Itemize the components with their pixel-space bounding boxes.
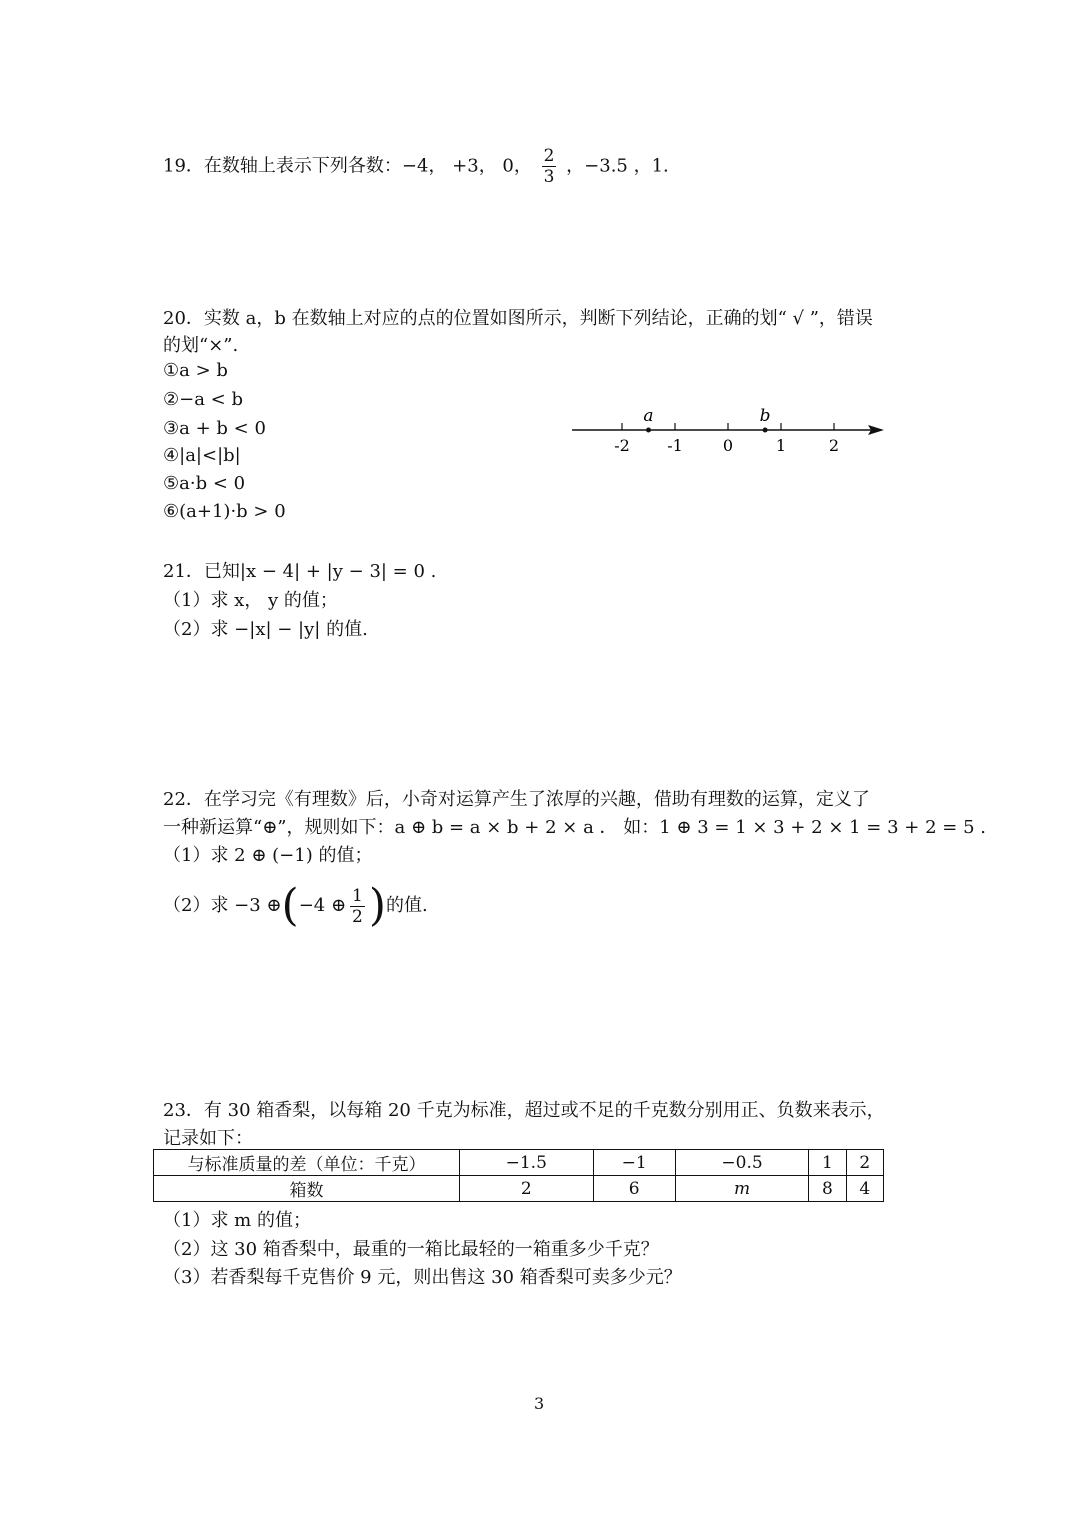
q20-item-5: ⑤a·b < 0 bbox=[163, 473, 246, 494]
table-cell: m bbox=[675, 1176, 809, 1202]
q21-sub1: （1）求 x， y 的值； bbox=[163, 590, 338, 611]
q21-line1: 21．已知|x − 4| + |y − 3| = 0 . bbox=[163, 561, 437, 582]
q19-frac-num: 2 bbox=[543, 146, 555, 166]
table-header-cell: 与标准质量的差（单位：千克） bbox=[154, 1150, 460, 1176]
q22-sub2-suffix: 的值. bbox=[386, 895, 428, 916]
table-header-cell: 箱数 bbox=[154, 1176, 460, 1202]
point-b-label: b bbox=[759, 406, 771, 426]
q22-frac-den: 2 bbox=[352, 906, 363, 927]
table-cell: 2 bbox=[846, 1150, 883, 1176]
q23-line2: 记录如下： bbox=[163, 1128, 253, 1149]
q23-sub2: （2）这 30 箱香梨中，最重的一箱比最轻的一箱重多少千克？ bbox=[163, 1239, 659, 1260]
q23-sub3: （3）若香梨每千克售价 9 元，则出售这 30 箱香梨可卖多少元？ bbox=[163, 1267, 682, 1288]
q20-item-6: ⑥(a+1)·b > 0 bbox=[163, 501, 286, 522]
q23-table bbox=[153, 1149, 884, 1202]
point-a-dot bbox=[646, 428, 651, 433]
q22-line2: 一种新运算“⊕”，规则如下：a ⊕ b = a × b + 2 × a ． 如：1 ⊕ 3 = 1 × 3 + 2 × 1 = 3 + 2 = 5 . bbox=[163, 817, 986, 838]
table-cell: −1 bbox=[593, 1150, 675, 1176]
page-number: 3 bbox=[534, 1394, 545, 1413]
number-line-tick-label: -2 bbox=[614, 436, 630, 455]
q20-item-2: ②−a < b bbox=[163, 389, 243, 410]
table-row bbox=[154, 1150, 884, 1176]
q19-numbers-a: −4， +3， 0， bbox=[401, 155, 532, 177]
table-cell: 6 bbox=[593, 1176, 675, 1202]
q22-sub2-prefix: （2）求 −3 ⊕ bbox=[163, 895, 282, 916]
number-line-tick-label: 2 bbox=[828, 436, 840, 455]
q22-frac-num: 1 bbox=[352, 885, 363, 906]
q20-item-3: ③a + b < 0 bbox=[163, 418, 266, 439]
q19-prefix: 19．在数轴上表示下列各数： bbox=[163, 155, 402, 177]
table-row bbox=[154, 1176, 884, 1202]
q19-line bbox=[163, 146, 669, 187]
q22-sub2-inner: −4 ⊕ bbox=[298, 895, 347, 916]
number-line-tick-label: -1 bbox=[667, 436, 683, 455]
table-cell: 1 bbox=[809, 1150, 846, 1176]
q23-sub1: （1）求 m 的值； bbox=[163, 1210, 311, 1231]
q20-line2: 的划“×”. bbox=[163, 335, 239, 356]
q22-sub2: （2）求 −3 ⊕(−4 ⊕ $\frac{1}{2}$ )的值. bbox=[163, 880, 428, 931]
q22-fraction bbox=[350, 886, 365, 927]
q20-item-4: ④|a|<|b| bbox=[163, 445, 241, 466]
point-b-dot bbox=[763, 428, 768, 433]
number-line bbox=[568, 400, 888, 460]
table-cell: 8 bbox=[809, 1176, 846, 1202]
q23-line1: 23．有 30 箱香梨，以每箱 20 千克为标准，超过或不足的千克数分别用正、负数来表示， bbox=[163, 1100, 885, 1121]
point-a-label: a bbox=[643, 406, 654, 426]
q20-line1: 20．实数 a，b 在数轴上对应的点的位置如图所示，判断下列结论，正确的划“ √ ”，错误 bbox=[163, 308, 873, 329]
table-cell: 2 bbox=[460, 1176, 594, 1202]
number-line-tick-label: 1 bbox=[775, 436, 787, 455]
q19-frac-den: 3 bbox=[543, 167, 555, 187]
q19-fraction bbox=[542, 146, 557, 187]
table-cell: 4 bbox=[846, 1176, 883, 1202]
table-cell: −1.5 bbox=[460, 1150, 594, 1176]
q19-numbers-b: ，−3.5 ，1. bbox=[566, 155, 669, 177]
q21-sub2: （2）求 −|x| − |y| 的值. bbox=[163, 619, 368, 640]
q22-sub1: （1）求 2 ⊕ (−1) 的值； bbox=[163, 845, 373, 866]
table-cell: −0.5 bbox=[675, 1150, 809, 1176]
number-line-tick-label: 0 bbox=[722, 436, 734, 455]
q22-line1: 22．在学习完《有理数》后，小奇对运算产生了浓厚的兴趣，借助有理数的运算，定义了 bbox=[163, 789, 870, 810]
q20-item-1: ①a > b bbox=[163, 360, 228, 381]
